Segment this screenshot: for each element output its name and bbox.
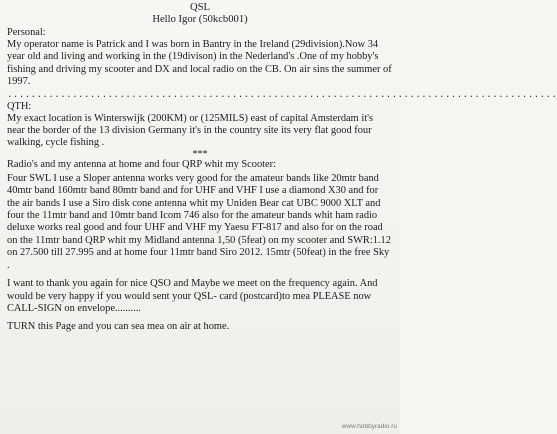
- greeting-line: Hello Igor (50kcb001): [152, 14, 248, 25]
- letter-title: QSL: [189, 2, 210, 13]
- closing-footer: TURN this Page and you can sea mea on air at home.: [7, 321, 230, 333]
- closing-paragraph: I want to thank you again for nice QSO and Maybe we meet on the frequency again. And would be very happy if you would sent your QSL- card (postcard)to mea PLEASE now CALL-SIGN on envelope..........: [7, 278, 378, 314]
- personal-paragraph: My operator name is Patrick and I was born in Bantry in the Ireland (29division).Now 34 year old and living and working in the (19divison) in the Nederland's .One of my hobby's fishing and driving my scooter and DX and local radio on the CB. On air sins the summer of 1997.: [7, 39, 392, 88]
- radios-paragraph: Four SWL I use a Sloper antenna works very good for the amateur bands like 20mtr band 40mtr band 160mtr band 80mtr band and for UHF and VHF I use a diamond X30 and for the air bands I use a Siro disk cone antenna whit my Uniden Bear cat UBC 9000 XLT and four the 11mtr band and 10mtr band Icom 746 also for the amateur bands whit ham radio deluxe works real good and four UHF and VHF my Yaesu FT-817 and also for on the road on the 11mtr band QRP whit my Midland antenna 1,50 (5feat) on my scooter and SWR:1.12 on 27.500 till 27.995 and at home four 11mtr band Siro 2012. 15mtr (50feat) in the free Sky .: [7, 172, 391, 271]
- section-divider: .............................................................................................: [7, 89, 557, 100]
- radios-heading: Radio's and my antenna at home and four QRP whit my Scooter:: [7, 158, 276, 170]
- personal-label: Personal:: [7, 27, 46, 38]
- qth-paragraph: My exact location is Winterswijk (200KM) or (125MILS) east of capital Amsterdam it's near the border of the 13 division Germany it's in the country site its very flat good four walking, cycle fishing .: [7, 112, 374, 149]
- stars-separator: ***: [192, 148, 208, 160]
- site-watermark: www.hobbyradio.ru: [341, 422, 397, 430]
- qth-label: QTH:: [7, 100, 32, 112]
